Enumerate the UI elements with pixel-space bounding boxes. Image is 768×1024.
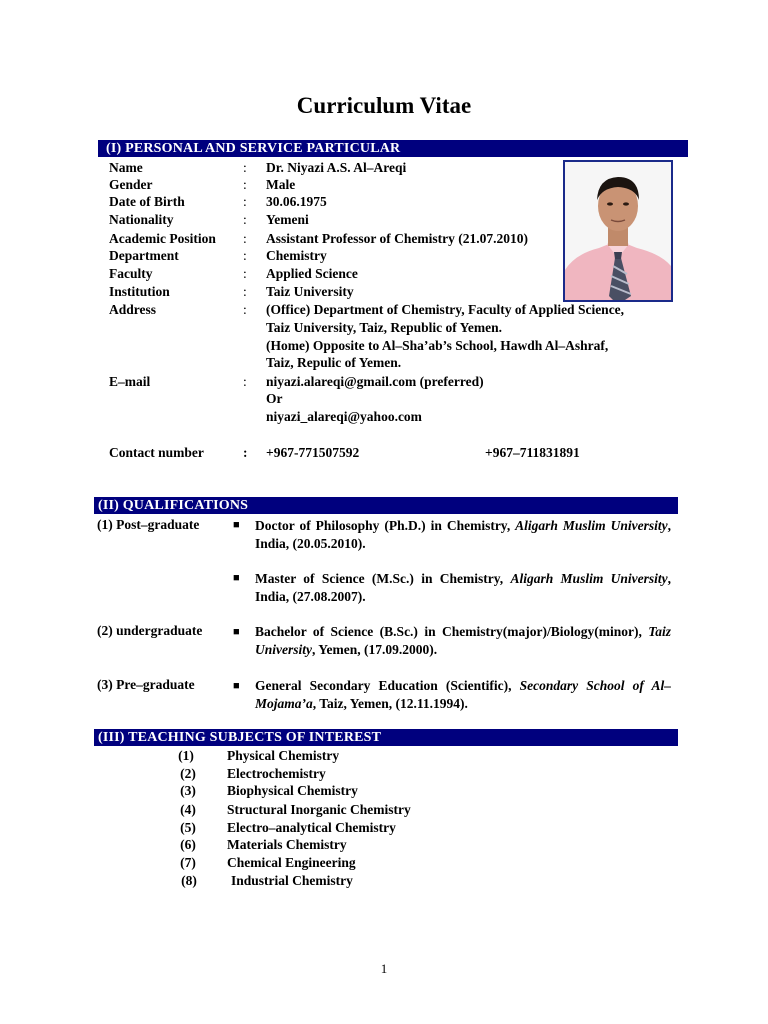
address-label: Address <box>109 302 157 317</box>
subject-name: Chemical Engineering <box>227 855 356 870</box>
colon: : <box>243 284 247 299</box>
institution-name: Aligarh Muslim University <box>510 571 668 586</box>
address-line: Taiz, Repulic of Yemen. <box>266 355 402 370</box>
phone-primary: +967-771507592 <box>266 445 360 460</box>
email-primary: niyazi.alareqi@gmail.com (preferred) <box>266 374 484 389</box>
subject-name: Electrochemistry <box>227 766 326 781</box>
academic-position-value: Assistant Professor of Chemistry (21.07.2010) <box>266 231 528 246</box>
address-line: Taiz University, Taiz, Republic of Yemen. <box>266 320 503 335</box>
subject-name: Structural Inorganic Chemistry <box>227 802 411 817</box>
section-heading-teaching: (III) TEACHING SUBJECTS OF INTEREST <box>94 729 678 746</box>
faculty-value: Applied Science <box>266 266 358 281</box>
email-label: E–mail <box>109 374 151 389</box>
profile-photo <box>563 160 673 302</box>
qualification-level-label: (3) Pre–graduate <box>97 677 195 692</box>
bullet-icon: ■ <box>233 572 240 584</box>
contact-label: Contact number <box>109 445 204 460</box>
subject-number: (4) <box>180 802 196 817</box>
dob-label: Date of Birth <box>109 194 185 209</box>
colon: : <box>243 302 247 317</box>
colon: : <box>243 160 247 175</box>
qualification-entry <box>255 570 671 606</box>
department-label: Department <box>109 248 179 263</box>
subject-number: (6) <box>180 837 196 852</box>
page-number: 1 <box>380 961 388 976</box>
gender-value: Male <box>266 177 296 192</box>
institution-label: Institution <box>109 284 170 299</box>
subject-name: Biophysical Chemistry <box>227 783 358 798</box>
document-title: Curriculum Vitae <box>296 93 472 118</box>
qualification-entry <box>255 517 671 553</box>
institution-value: Taiz University <box>266 284 354 299</box>
colon: : <box>243 212 247 227</box>
name-value: Dr. Niyazi A.S. Al–Areqi <box>266 160 407 175</box>
qualification-level-label: (2) undergraduate <box>97 623 203 638</box>
address-line: (Home) Opposite to Al–Sha’ab’s School, Hawdh Al–Ashraf, <box>266 338 609 353</box>
colon: : <box>243 445 248 460</box>
colon: : <box>243 194 247 209</box>
subject-name: Physical Chemistry <box>227 748 340 763</box>
subject-number: (1) <box>178 748 194 763</box>
institution-name: Aligarh Muslim University <box>515 518 668 533</box>
subject-number: (7) <box>180 855 196 870</box>
degree-details: , India, (20.05.2010). <box>255 518 671 551</box>
degree-text: Bachelor of Science (B.Sc.) in Chemistry(major)/Biology(minor), <box>255 624 649 639</box>
dob-value: 30.06.1975 <box>266 194 327 209</box>
institution-name: Secondary School of Al–Mojama’a <box>255 678 671 711</box>
phone-secondary: +967–711831891 <box>485 445 580 460</box>
subject-number: (3) <box>180 783 196 798</box>
bullet-icon: ■ <box>233 626 240 638</box>
email-or: Or <box>266 391 283 406</box>
degree-text: Doctor of Philosophy (Ph.D.) in Chemistry, <box>255 518 516 533</box>
section-heading-personal: (I) PERSONAL AND SERVICE PARTICULAR <box>98 140 688 157</box>
colon: : <box>243 231 247 246</box>
institution-name: Taiz University <box>255 624 671 657</box>
qualification-entry <box>255 623 671 659</box>
name-label: Name <box>109 160 143 175</box>
bullet-icon: ■ <box>233 519 240 531</box>
academic-position-label: Academic Position <box>109 231 216 246</box>
email-secondary: niyazi_alareqi@yahoo.com <box>266 409 422 424</box>
qualification-level-label: (1) Post–graduate <box>97 517 200 532</box>
degree-details: , Taiz, Yemen, (12.11.1994). <box>312 696 468 711</box>
subject-name: Materials Chemistry <box>227 837 347 852</box>
degree-details: , India, (27.08.2007). <box>255 571 672 604</box>
subject-number: (5) <box>180 820 196 835</box>
nationality-label: Nationality <box>109 212 174 227</box>
colon: : <box>243 248 247 263</box>
degree-text: Master of Science (M.Sc.) in Chemistry, <box>255 571 511 586</box>
bullet-icon: ■ <box>233 680 240 692</box>
subject-name: Industrial Chemistry <box>231 873 353 888</box>
subject-number: (2) <box>180 766 196 781</box>
section-heading-qualifications: (II) QUALIFICATIONS <box>94 497 678 514</box>
gender-label: Gender <box>109 177 153 192</box>
nationality-value: Yemeni <box>266 212 309 227</box>
faculty-label: Faculty <box>109 266 153 281</box>
degree-details: , Yemen, (17.09.2000). <box>312 642 438 657</box>
qualification-entry <box>255 677 671 713</box>
degree-text: General Secondary Education (Scientific), <box>255 678 520 693</box>
colon: : <box>243 177 247 192</box>
address-line: (Office) Department of Chemistry, Faculty of Applied Science, <box>266 302 625 317</box>
colon: : <box>243 266 247 281</box>
department-value: Chemistry <box>266 248 327 263</box>
subject-number: (8) <box>181 873 197 888</box>
colon: : <box>243 374 247 389</box>
subject-name: Electro–analytical Chemistry <box>227 820 396 835</box>
